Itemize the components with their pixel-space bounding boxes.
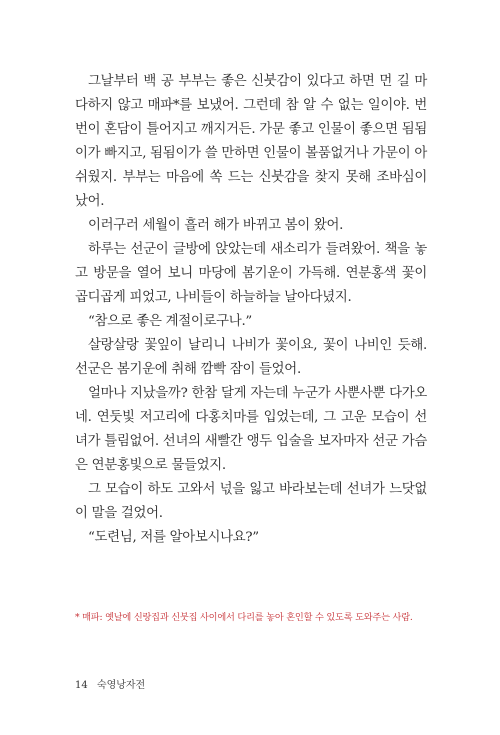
footnote: * 매파: 옛날에 신랑집과 신붓집 사이에서 다리를 놓아 혼인할 수 있도록 도와주는 사람. [75, 612, 413, 623]
paragraph: 살랑살랑 꽃잎이 날리니 나비가 꽃이요, 꽃이 나비인 듯해. 선군은 봄기운에 취해 깜빡 잠이 들었어. [75, 338, 427, 377]
book-title: 숙영낭자전 [96, 680, 146, 691]
paragraph: 이러구러 세월이 흘러 해가 바뀌고 봄이 왔어. [88, 218, 344, 233]
paragraph: 하루는 선군이 글방에 앉았는데 새소리가 들려왔어. 책을 놓고 방문을 열어 보니 마당에 봄기운이 가득해. 연분홍색 꽃이 곱디곱게 피었고, 나비들이 하늘하늘 날아다녔지. [75, 242, 427, 305]
dialogue-line: “도련님, 저를 알아보시나요?” [88, 530, 259, 545]
page-footer [75, 676, 145, 691]
page-number: 14 [75, 680, 88, 691]
paragraph: 그 모습이 하도 고와서 넋을 잃고 바라보는데 선녀가 느닷없이 말을 걸었어. [75, 482, 427, 521]
paragraph: 그날부터 백 공 부부는 좋은 신붓감이 있다고 하면 먼 길 마다하지 않고 매파*를 보냈어. 그런데 참 알 수 없는 일이야. 번번이 혼담이 틀어지고 깨지거든. 가문 좋고 인물이 좋으면 됨됨이가 빠지고, 됨됨이가 쓸 만하면 인물이 볼품없거나 가문이 아쉬웠지. 부부는 마음에 쏙 드는 신붓감을 찾지 못해 조바심이 났어. [75, 74, 427, 209]
paragraph: 얼마나 지났을까? 한참 달게 자는데 누군가 사뿐사뿐 다가오네. 연둣빛 저고리에 다홍치마를 입었는데, 그 고운 모습이 선녀가 틀림없어. 선녀의 새빨간 앵두 입술을 보자마자 선군 가슴은 연분홍빛으로 물들었지. [75, 386, 427, 473]
dialogue-line: “참으로 좋은 계절이로구나.” [88, 314, 252, 329]
body-text [75, 70, 427, 550]
